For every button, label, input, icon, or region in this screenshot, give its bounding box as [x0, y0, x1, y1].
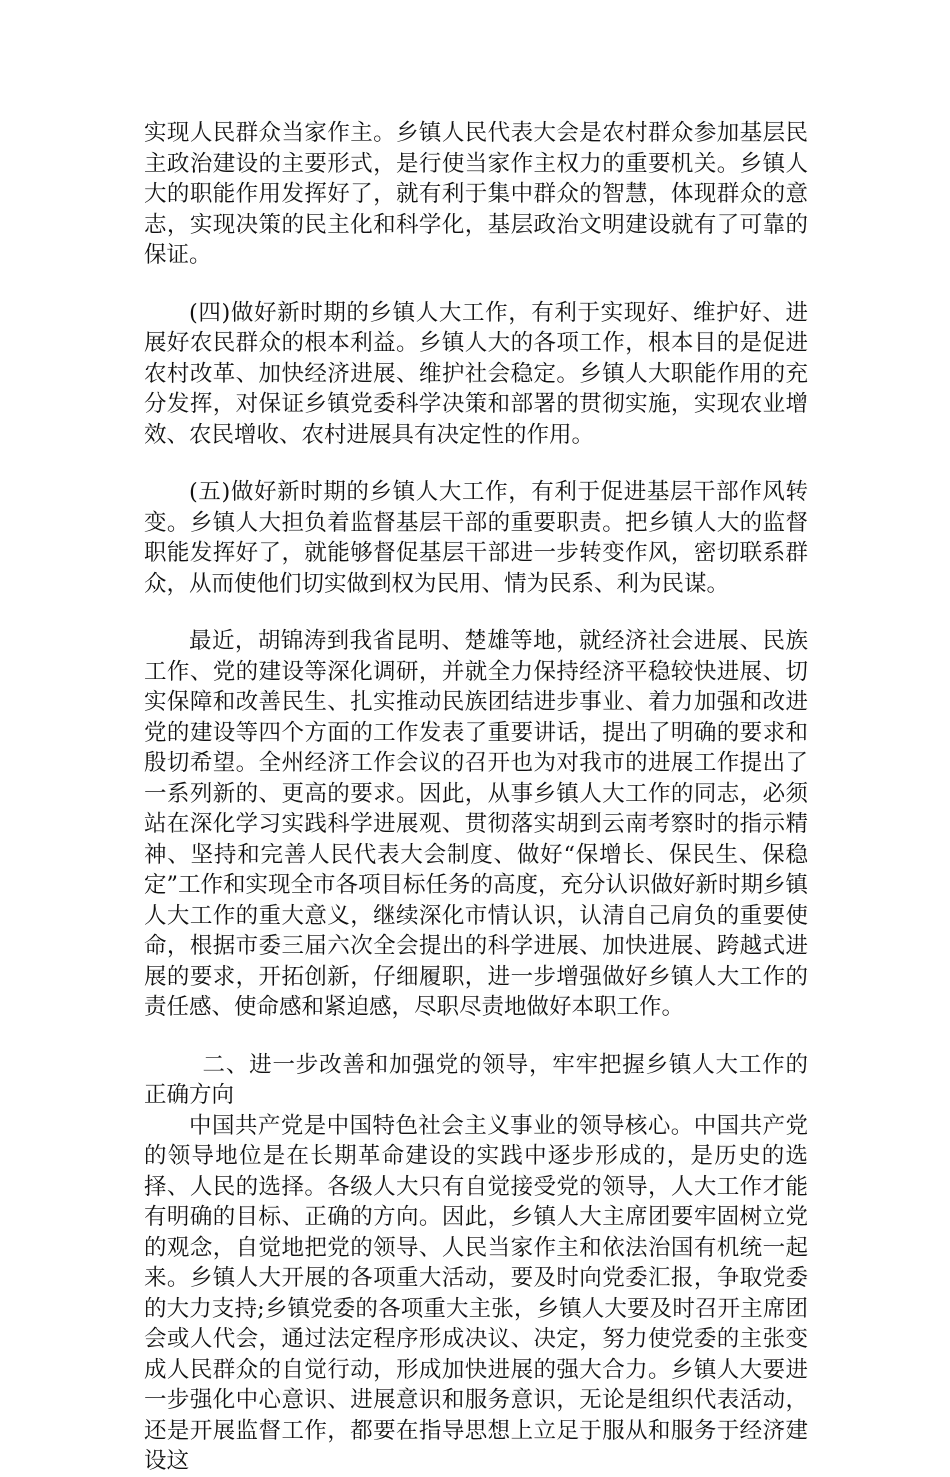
paragraph-recent-visit: 最近，胡锦涛到我省昆明、楚雄等地，就经济社会进展、民族工作、党的建设等深化调研，并就全力保持经济平稳较快进展、切实保障和改善民生、扎实推动民族团结进步事业、着力加强和改进党的建设等四个方面的工作发表了重要讲话，提出了明确的要求和殷切希望。全州经济工作会议的召开也为对我市的进展工作提出了一系列新的、更高的要求。因此，从事乡镇人大工作的同志，必须站在深化学习实践科学进展观、贯彻落实胡到云南考察时的指示精神、坚持和完善人民代表大会制度、做好“保增长、保民生、保稳定”工作和实现全市各项目标任务的高度，充分认识做好新时期乡镇人大工作的重大意义，继续深化市情认识，认清自己肩负的重要使命，根据市委三届六次全会提出的科学进展、加快进展、跨越式进展的要求，开拓创新，仔细履职，进一步增强做好乡镇人大工作的责任感、使命感和紧迫感，尽职尽责地做好本职工作。 — [144, 628, 809, 1020]
paragraph-point-four: (四)做好新时期的乡镇人大工作，有利于实现好、维护好、进展好农民群众的根本利益。乡镇人大的各项工作，根本目的是促进农村改革、加快经济进展、维护社会稳定。乡镇人大职能作用的充分发挥，对保证乡镇党委科学决策和部署的贯彻实施，实现农业增效、农民增收、农村进展具有决定性的作用。 — [144, 299, 808, 448]
paragraph-party-leadership: 中国共产党是中国特色社会主义事业的领导核心。中国共产党的领导地位是在长期革命建设的实践中逐步形成的，是历史的选择、人民的选择。各级人大只有自觉接受党的领导，人大工作才能有明确的目标、正确的方向。因此，乡镇人大主席团要牢固树立党的观念，自觉地把党的领导、人民当家作主和依法治国有机统一起来。乡镇人大开展的各项重大活动，要及时向党委汇报，争取党委的大力支持;乡镇党委的各项重大主张，乡镇人大要及时召开主席团会或人代会，通过法定程序形成决议、决定，努力使党委的主张变成人民群众的自觉行动，形成加快进展的强大合力。乡镇人大要进一步强化中心意识、进展意识和服务意识，无论是组织代表活动，还是开展监督工作，都要在指导思想上立足于服从和服务于经济建设这 — [144, 1112, 808, 1474]
paragraph-continuation: 实现人民群众当家作主。乡镇人民代表大会是农村群众参加基层民主政治建设的主要形式，是行使当家作主权力的重要机关。乡镇人大的职能作用发挥好了，就有利于集中群众的智慧，体现群众的意志，实现决策的民主化和科学化，基层政治文明建设就有了可靠的保证。 — [144, 120, 808, 268]
paragraph-point-five: (五)做好新时期的乡镇人大工作，有利于促进基层干部作风转变。乡镇人大担负着监督基层干部的重要职责。把乡镇人大的监督职能发挥好了，就能够督促基层干部进一步转变作风，密切联系群众，从而使他们切实做到权为民用、情为民系、利为民谋。 — [144, 479, 808, 597]
section-heading-two: 二、进一步改善和加强党的领导，牢牢把握乡镇人大工作的正确方向 — [144, 1051, 808, 1108]
document-page — [144, 118, 808, 1477]
